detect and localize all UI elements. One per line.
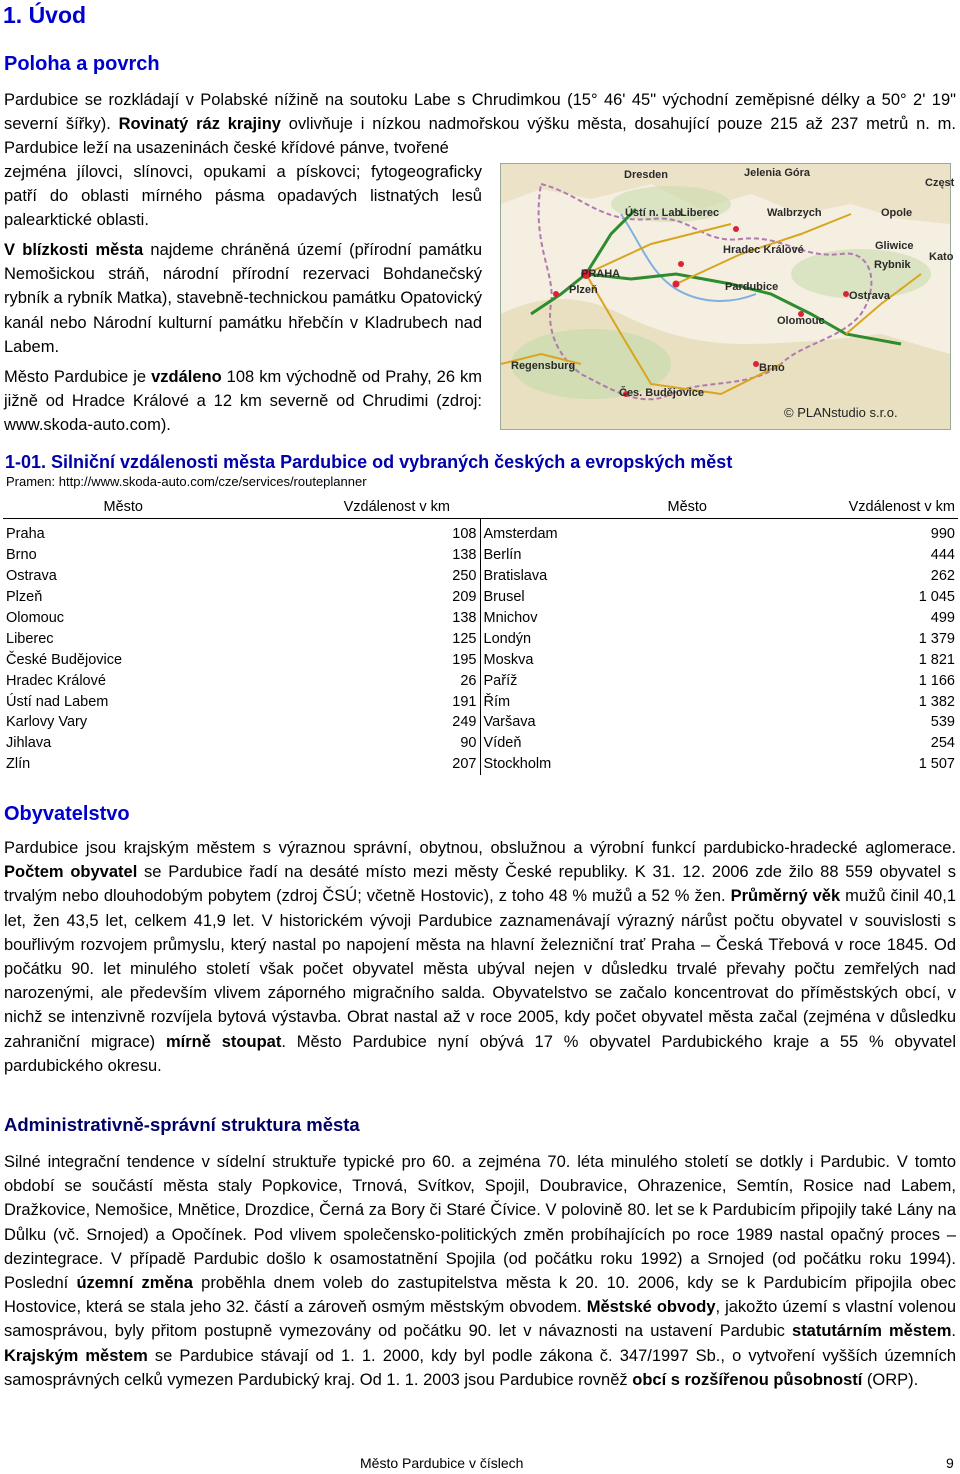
row-distance-eu: 262 [930,568,955,585]
row-city-eu: Stockholm [483,756,552,773]
row-city-eu: Bratislava [483,568,548,585]
row-city-cz: Jihlava [6,735,52,752]
row-distance-cz: 207 [163,754,480,775]
row-city-cz: Ústí nad Labem [6,693,109,710]
table-row [3,754,958,775]
row-city-eu: Vídeň [483,735,522,752]
row-distance-eu: 1 507 [918,756,955,773]
row-distance-eu: 1 379 [918,630,955,647]
table-body [3,519,958,775]
map-label-praha: PRAHA [581,268,621,280]
row-distance-cz: 250 [163,566,480,587]
row-distance-cz: 90 [163,733,480,754]
map-label-dresden: Dresden [624,169,669,181]
row-distance-cz: 191 [163,691,480,712]
map-label-regensburg: Regensburg [511,360,576,372]
table-row [3,608,958,629]
row-city-cz: Liberec [6,630,54,647]
map-label-kato: Kato [929,251,954,263]
footer-page-number: 9 [946,1455,954,1471]
map-label-brno: Brno [759,362,785,374]
header-distance-1: Vzdálenost v km [163,496,480,519]
map-label-rybnik: Rybnik [874,259,911,271]
map-label-czest: Częst [925,177,955,189]
row-city-cz: Zlín [6,756,31,773]
table-caption: 1-01. Silniční vzdálenosti města Pardubice od vybraných českých a evropských měst [5,452,733,472]
row-city-eu: Moskva [483,651,534,668]
paragraph-population: Pardubice jsou krajským městem s výraznou správní, obytnou, obslužnou a výrobní funkcí pardubicko-hradecké aglomerace. Počtem obyvatel se Pardubice řadí na desáté místo mezi městy České republiky. K 31. 12. 2006 zde žilo 88 559 obyvatel s trvalým nebo dlouhodobým pobytem (zdroj ČSÚ; včetně Hostovic), z toho 48 % mužů a 52 % žen. Průměrný věk mužů činil 40,1 let, žen 43,5 let, celkem 41,9 let. V historickém vývoji Pardubice zaznamenávají výrazný nárůst počtu obyvatel v souvislosti s bouřlivým rozvojem průmyslu, který nastal po napojení města na hlavní železniční trať Praha – Česká Třebová v roce 1845. Od počátku 90. let minulého století však počet obyvatel města ubýval nejen v důsledku trvalé převahy počtu zemřelých nad narozenými, ale především vlivem záporného migračního salda. Obyvatelstvo se začalo koncentrovat do příměstských obcí, v nichž se intenzivně rozvíjela bytová výstavba. Obrat nastal až v roce 2005, kdy počet obyvatel města začal (zejména v důsledku zahraniční migrace) mírně stoupat. Město Pardubice nyní obývá 17 % obyvatel Pardubického kraje a 55 % obyvatel pardubického okresu. [4,839,956,1075]
section-title-obyvatelstvo: Obyvatelstvo [4,803,130,825]
paragraph-protected-areas: V blízkosti města najdeme chráněná území (přírodní památku Nemošickou stráň, národní přírodní rezervaci Bohdanečský rybník a rybník Matka), stavebně-technickou památku Opatovický kanál nebo Národní kulturní památku hřebčín v Kladrubech nad Labem. [4,241,482,356]
row-city-cz: České Budějovice [6,651,123,668]
row-city-eu: Paříž [483,672,518,689]
row-city-cz: Brno [6,547,37,564]
row-distance-eu: 1 045 [918,589,955,606]
footer-title: Město Pardubice v číslech [360,1455,524,1471]
paragraph-location: Pardubice se rozkládají v Polabské nížině na soutoku Labe s Chrudimkou (15° 46' 45" východní zeměpisné délky a 50° 2' 19" severní šířky). Rovinatý ráz krajiny ovlivňuje i nízkou nadmořskou výšku města, dosahující pouze 215 až 237 metrů n. m. Pardubice leží na usazeninách české křídové pánve, tvořené [4,91,957,158]
table-row [3,545,958,566]
row-distance-cz: 125 [163,628,480,649]
paragraph-distance: Město Pardubice je vzdáleno 108 km východně od Prahy, 26 km jižně od Hradce Králové a 12 km severně od Chrudimi (zdroj: www.skoda-auto.com). [4,368,482,435]
header-distance-2: Vzdálenost v km [797,496,958,519]
row-city-eu: Londýn [483,630,532,647]
table-row [3,712,958,733]
row-city-eu: Varšava [483,714,536,731]
row-distance-cz: 195 [163,649,480,670]
table-row [3,519,958,545]
row-distance-eu: 1 166 [918,672,955,689]
section-title-administrativa: Administrativně-správní struktura města [4,1114,360,1135]
map-label-liberec: Liberec [680,207,720,219]
row-distance-cz: 209 [163,587,480,608]
row-city-eu: Amsterdam [483,526,558,543]
map-label-olomouc: Olomouc [777,315,825,327]
map-label-plzen: Plzeň [569,284,598,296]
row-distance-eu: 539 [930,714,955,731]
map-label-usti: Ústí n. Lab. [625,207,685,219]
row-city-cz: Olomouc [6,610,65,626]
map-city-liberec [733,226,739,232]
table-row [3,733,958,754]
row-city-eu: Mnichov [483,610,538,626]
table-row [3,670,958,691]
region-map-svg [501,164,955,429]
row-distance-cz: 138 [163,545,480,566]
row-distance-cz: 26 [163,670,480,691]
table-header-row [3,496,958,519]
row-city-cz: Hradec Králové [6,672,106,689]
header-city-1: Město [3,496,163,519]
map-copyright: © PLANstudio s.r.o. [784,405,898,420]
map-city-hradec [678,261,684,267]
map-label-ostrava: Ostrava [849,290,890,302]
row-distance-cz: 249 [163,712,480,733]
page-heading: 1. Úvod [3,2,87,28]
row-distance-eu: 444 [930,547,955,564]
map-label-budejovice: Čes. Budějovice [619,387,704,399]
row-distance-eu: 499 [930,610,955,626]
row-distance-cz: 138 [163,608,480,629]
paragraph-administration: Silné integrační tendence v sídelní struktuře typické pro 60. a zejména 70. léta minulého století se dotkly i Pardubic. V tomto období se součástí města staly Popkovice, Trnová, Svítkov, Spojil, Doubravice, Ohrazenice, Semtín, Rosice nad Labem, Dražkovice, Nemošice, Mnětice, Drozdice, Černá za Bory či Staré Čívice. V polovině 80. let se k Pardubicím připojily také Lány na Důlku (vč. Srnojed) a Opočínek. Pod vlivem společensko-politických změn probíhajících po roce 1989 nastal opačný proces – dezintegrace. V případě Pardubic došlo k osamostatnění Spojila (od počátku roku 1992) a Srnojed (od počátku roku 1994). Poslední územní změna proběhla dnem voleb do zastupitelstva města k 20. 10. 2006, kdy se k Pardubicím připojila obec Hostovice, která se stala jeho 32. částí a zároveň osmým městským obvodem. Městské obvody, jakožto území s vlastní volenou samosprávou, byly přitom postupně vymezovány od počátku 90. let v návaznosti na ustavení Pardubic statutárním městem. Krajským městem se Pardubice stávají od 1. 1. 2000, kdy byl podle zákona č. 347/1997 Sb., o vytvoření vyšších územních samosprávných celků vymezen Pardubický kraj. Od 1. 1. 2003 jsou Pardubice rovněž obcí s rozšířenou působností (ORP). [4,1153,957,1389]
map-label-opole: Opole [881,207,913,219]
row-city-eu: Brusel [483,589,525,606]
map-label-jelenia: Jelenia Góra [744,167,811,179]
row-distance-eu: 1 821 [918,651,955,668]
row-city-eu: Řím [483,693,511,710]
distance-table [3,496,958,775]
section-title-poloha: Poloha a povrch [4,53,160,75]
map-city-pardubice [673,281,680,288]
map-label-walbrzych: Walbrzych [767,207,822,219]
map-city-plzen [553,291,559,297]
row-distance-cz: 108 [163,519,480,545]
table-row [3,587,958,608]
row-city-cz: Plzeň [6,589,43,606]
row-city-cz: Praha [6,526,45,543]
table-row [3,691,958,712]
map-label-hradec: Hradec Králové [723,244,804,256]
table-row [3,649,958,670]
table-row [3,566,958,587]
row-distance-eu: 254 [930,735,955,752]
header-city-2: Město [480,496,797,519]
row-city-eu: Berlín [483,547,522,564]
row-city-cz: Karlovy Vary [6,714,88,731]
region-map [500,163,955,430]
table-source: Pramen: http://www.skoda-auto.com/cze/services/routeplanner [6,474,367,489]
map-label-gliwice: Gliwice [875,240,914,252]
row-city-cz: Ostrava [6,568,57,585]
row-distance-eu: 1 382 [918,693,955,710]
paragraph-geology: zejména jílovci, slínovci, opukami a pískovci; fytogeograficky patří do oblasti mírného pásma opadavých listnatých lesů palearktické oblasti. [4,163,482,230]
row-distance-eu: 990 [930,526,955,543]
table-row [3,628,958,649]
map-label-pardubice: Pardubice [725,281,779,293]
